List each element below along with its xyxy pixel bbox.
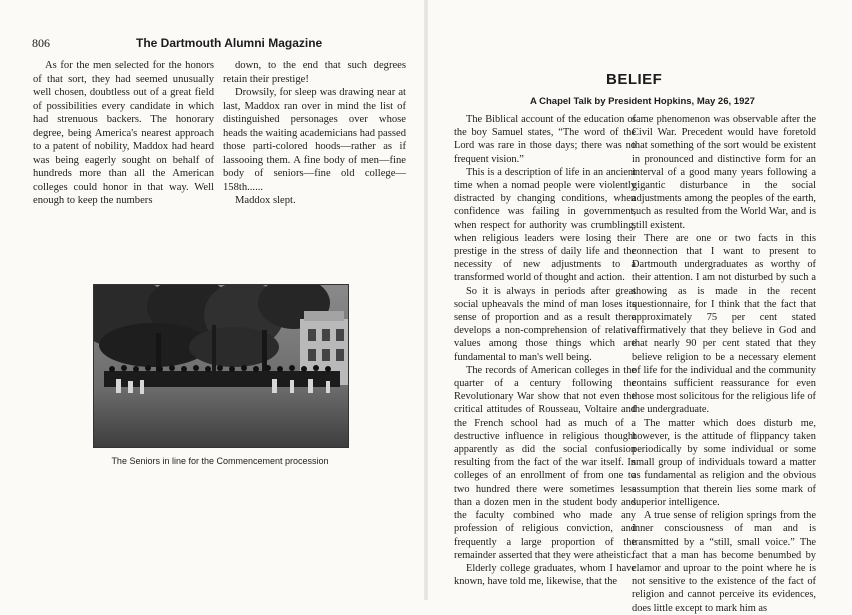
paragraph: A true sense of religion springs from the inner consciousness of man and is transmitted by a “still, small voice.” The fact that a man has become benumbed by clamor and uproar to the point where he is not sensitive to the existence of the fact of religion and cannot perceive its evidences, does little except to mark him as: [632, 510, 816, 614]
right-column-1: [454, 113, 636, 588]
magazine-title: The Dartmouth Alumni Magazine: [136, 36, 323, 50]
article-title: BELIEF: [606, 71, 663, 88]
left-column-2: [223, 59, 406, 208]
paragraph: same phenomenon was observable after the Civil War. Precedent would have foretold that something of the sort would be existent in pronounced and distinctive form for an interval of a good many years following a gigantic disturbance in the social adjustments among the peoples of the earth, such as resulted from the World War, and is still existent.: [632, 114, 816, 231]
page-number: 806: [32, 36, 50, 50]
running-head: [32, 36, 402, 50]
paragraph: The Biblical account of the education of the boy Samuel states, “The word of the Lord was rare in those days; there was no frequent vision.”: [454, 114, 636, 165]
paragraph: Maddox slept.: [235, 195, 296, 206]
paragraph: Elderly college graduates, whom I have known, have told me, likewise, that the: [454, 562, 636, 588]
paragraph: As for the men selected for the honors of that sort, they had seemed unusually well chosen, doubtless out of a great field of possibilities every candidate in which had strenuous backers. The honorary degree, being America's nearest approach to a patent of nobility, Maddox had heard was being eagerly sought on behalf of hundreds more than all the American colleges could honor in that way. Well enough to keep the numbers: [33, 60, 214, 206]
right-column-2: [632, 113, 816, 615]
right-page: [426, 0, 852, 614]
paragraph: This is a description of life in an ancient time when a nomad people were violently distracted by changing conditions, when confidence was failing in government, when respect for authority was crumbling, when religious leaders were losing their prestige in the stress of daily life and the necessity of new adjustments to a transformed world of thought and action.: [454, 166, 636, 284]
paragraph: The records of American colleges in the quarter of a century following the Revolutionary War show that not even the critical attitudes of Rousseau, Voltaire and the French school had as much of a destructive influence in religious thought apparently as did the social confusion resulting from the fact of the war itself. In colleges of an enrollment of from one to two hundred there were sometimes less than a dozen men in the student body and the faculty combined who made any profession of religious conviction, and frequently a large proportion of the remainder asserted that they were atheistic.: [454, 364, 636, 561]
paragraph: Drowsily, for sleep was drawing near at last, Maddox ran over in mind the list of distinguished personages over whose heads the waiting academicians had passed those parti-colored hoods—rather as if lassooing them. A fine body of men—fine body of seniors—fine old college—158th......: [223, 87, 406, 193]
paragraph: There are one or two facts in this connection that I want to present to Dartmouth undergraduates as worthy of their attention. I am not disturbed by such a showing as is made in the recent questionnaire, for I think that the fact that approximately 75 per cent stated affirmatively that they believe in God and that nearly 90 per cent stated that they believe religion to be a necessary element of life for the individual and the community contains sufficient reassurance for even those most solicitous for the religious life of the undergraduate.: [632, 232, 816, 416]
paragraph: The matter which does disturb me, however, is the attitude of flippancy taken periodically by some individual or some small group of individuals toward a matter as fundamental as religion and the obvious assumption that therein lies some mark of superior intelligence.: [632, 417, 816, 508]
paragraph: down, to the end that such degrees retain their prestige!: [223, 60, 406, 85]
commencement-photo: [93, 284, 349, 448]
paragraph: So it is always in periods after great social upheavals the mind of man loses its sense of proportion and as a result there develops a non-comprehension of relative values among those things which are fundamental to man's well being.: [454, 285, 636, 363]
article-subtitle: A Chapel Talk by President Hopkins, May 26, 1927: [530, 96, 755, 107]
left-page: [0, 0, 426, 600]
left-column-1: [33, 59, 214, 208]
photo-caption: The Seniors in line for the Commencement procession: [111, 456, 329, 466]
